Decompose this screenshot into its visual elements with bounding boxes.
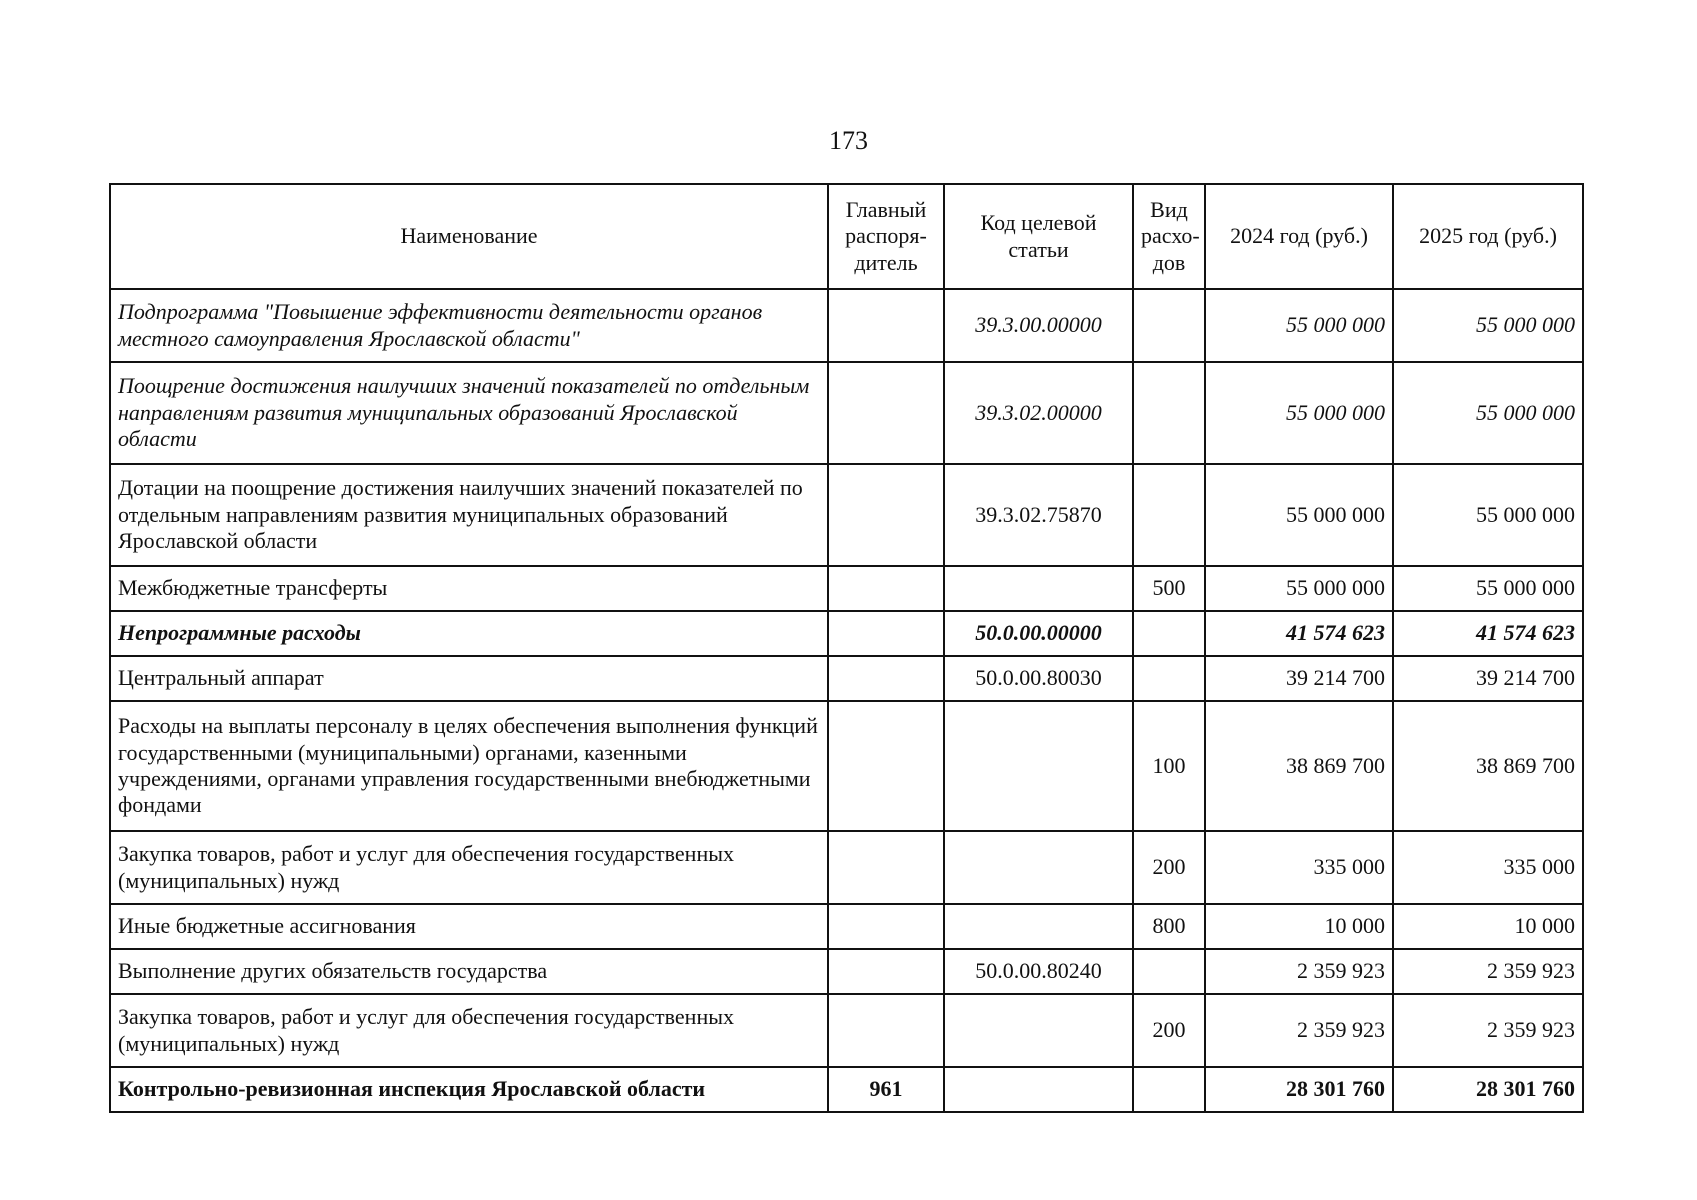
table-row bbox=[110, 831, 1583, 904]
cell-code bbox=[944, 1067, 1133, 1112]
cell-y2024: 10 000 bbox=[1205, 904, 1393, 949]
cell-name: Выполнение других обязательств государства bbox=[110, 949, 828, 994]
cell-manager bbox=[828, 656, 944, 701]
header-manager: Главный распоря-дитель bbox=[828, 184, 944, 289]
cell-y2024: 335 000 bbox=[1205, 831, 1393, 904]
cell-type: 200 bbox=[1133, 831, 1205, 904]
cell-y2025: 28 301 760 bbox=[1393, 1067, 1583, 1112]
cell-code bbox=[944, 994, 1133, 1067]
cell-type: 800 bbox=[1133, 904, 1205, 949]
table-row bbox=[110, 1067, 1583, 1112]
cell-y2024: 39 214 700 bbox=[1205, 656, 1393, 701]
cell-name: Непрограммные расходы bbox=[110, 611, 828, 656]
table-row bbox=[110, 289, 1583, 362]
page-number: 173 bbox=[829, 126, 868, 155]
cell-y2024: 55 000 000 bbox=[1205, 289, 1393, 362]
cell-y2024: 55 000 000 bbox=[1205, 464, 1393, 566]
cell-type bbox=[1133, 1067, 1205, 1112]
cell-type bbox=[1133, 464, 1205, 566]
cell-y2025: 55 000 000 bbox=[1393, 362, 1583, 464]
cell-manager bbox=[828, 289, 944, 362]
cell-y2024: 55 000 000 bbox=[1205, 362, 1393, 464]
cell-manager bbox=[828, 949, 944, 994]
header-type: Вид расхо-дов bbox=[1133, 184, 1205, 289]
cell-type: 200 bbox=[1133, 994, 1205, 1067]
cell-manager bbox=[828, 994, 944, 1067]
cell-code: 39.3.00.00000 bbox=[944, 289, 1133, 362]
cell-type: 500 bbox=[1133, 566, 1205, 611]
table-row bbox=[110, 464, 1583, 566]
cell-manager bbox=[828, 611, 944, 656]
cell-y2025: 55 000 000 bbox=[1393, 289, 1583, 362]
cell-code bbox=[944, 904, 1133, 949]
cell-y2024: 38 869 700 bbox=[1205, 701, 1393, 831]
cell-y2025: 10 000 bbox=[1393, 904, 1583, 949]
cell-manager bbox=[828, 831, 944, 904]
cell-type bbox=[1133, 289, 1205, 362]
cell-manager: 961 bbox=[828, 1067, 944, 1112]
cell-manager bbox=[828, 464, 944, 566]
table-row bbox=[110, 656, 1583, 701]
cell-name: Дотации на поощрение достижения наилучших значений показателей по отдельным направлениям развития муниципальных образований Ярославской области bbox=[110, 464, 828, 566]
cell-code bbox=[944, 566, 1133, 611]
cell-code: 50.0.00.80030 bbox=[944, 656, 1133, 701]
cell-y2025: 38 869 700 bbox=[1393, 701, 1583, 831]
cell-y2024: 28 301 760 bbox=[1205, 1067, 1393, 1112]
cell-type bbox=[1133, 949, 1205, 994]
cell-type bbox=[1133, 656, 1205, 701]
table-row bbox=[110, 949, 1583, 994]
budget-table bbox=[109, 183, 1584, 1113]
cell-y2025: 55 000 000 bbox=[1393, 566, 1583, 611]
cell-code bbox=[944, 701, 1133, 831]
cell-manager bbox=[828, 362, 944, 464]
cell-code bbox=[944, 831, 1133, 904]
table-row bbox=[110, 566, 1583, 611]
cell-name: Закупка товаров, работ и услуг для обеспечения государственных (муниципальных) нужд bbox=[110, 831, 828, 904]
cell-code: 50.0.00.00000 bbox=[944, 611, 1133, 656]
header-code: Код целевой статьи bbox=[944, 184, 1133, 289]
cell-y2024: 55 000 000 bbox=[1205, 566, 1393, 611]
cell-manager bbox=[828, 904, 944, 949]
table-row bbox=[110, 994, 1583, 1067]
cell-name: Закупка товаров, работ и услуг для обеспечения государственных (муниципальных) нужд bbox=[110, 994, 828, 1067]
cell-name: Центральный аппарат bbox=[110, 656, 828, 701]
cell-y2024: 41 574 623 bbox=[1205, 611, 1393, 656]
cell-name: Иные бюджетные ассигнования bbox=[110, 904, 828, 949]
table-row bbox=[110, 362, 1583, 464]
cell-manager bbox=[828, 701, 944, 831]
cell-name: Поощрение достижения наилучших значений показателей по отдельным направлениям развития муниципальных образований Ярославской области bbox=[110, 362, 828, 464]
cell-name: Подпрограмма "Повышение эффективности деятельности органов местного самоуправления Ярославской области" bbox=[110, 289, 828, 362]
cell-y2024: 2 359 923 bbox=[1205, 994, 1393, 1067]
table-row bbox=[110, 611, 1583, 656]
header-row bbox=[110, 184, 1583, 289]
table-row bbox=[110, 904, 1583, 949]
table-row bbox=[110, 701, 1583, 831]
cell-y2025: 41 574 623 bbox=[1393, 611, 1583, 656]
cell-type bbox=[1133, 611, 1205, 656]
cell-code: 39.3.02.00000 bbox=[944, 362, 1133, 464]
cell-manager bbox=[828, 566, 944, 611]
cell-name: Расходы на выплаты персоналу в целях обеспечения выполнения функций государственными (муниципальными) органами, казенными учреждениями, органами управления государственными внебюджетными фондами bbox=[110, 701, 828, 831]
cell-y2025: 55 000 000 bbox=[1393, 464, 1583, 566]
cell-code: 50.0.00.80240 bbox=[944, 949, 1133, 994]
cell-y2025: 2 359 923 bbox=[1393, 994, 1583, 1067]
cell-y2025: 2 359 923 bbox=[1393, 949, 1583, 994]
cell-y2025: 39 214 700 bbox=[1393, 656, 1583, 701]
header-name: Наименование bbox=[110, 184, 828, 289]
cell-code: 39.3.02.75870 bbox=[944, 464, 1133, 566]
cell-name: Контрольно-ревизионная инспекция Ярославской области bbox=[110, 1067, 828, 1112]
cell-y2024: 2 359 923 bbox=[1205, 949, 1393, 994]
cell-type: 100 bbox=[1133, 701, 1205, 831]
cell-y2025: 335 000 bbox=[1393, 831, 1583, 904]
cell-name: Межбюджетные трансферты bbox=[110, 566, 828, 611]
header-2025: 2025 год (руб.) bbox=[1393, 184, 1583, 289]
cell-type bbox=[1133, 362, 1205, 464]
header-2024: 2024 год (руб.) bbox=[1205, 184, 1393, 289]
